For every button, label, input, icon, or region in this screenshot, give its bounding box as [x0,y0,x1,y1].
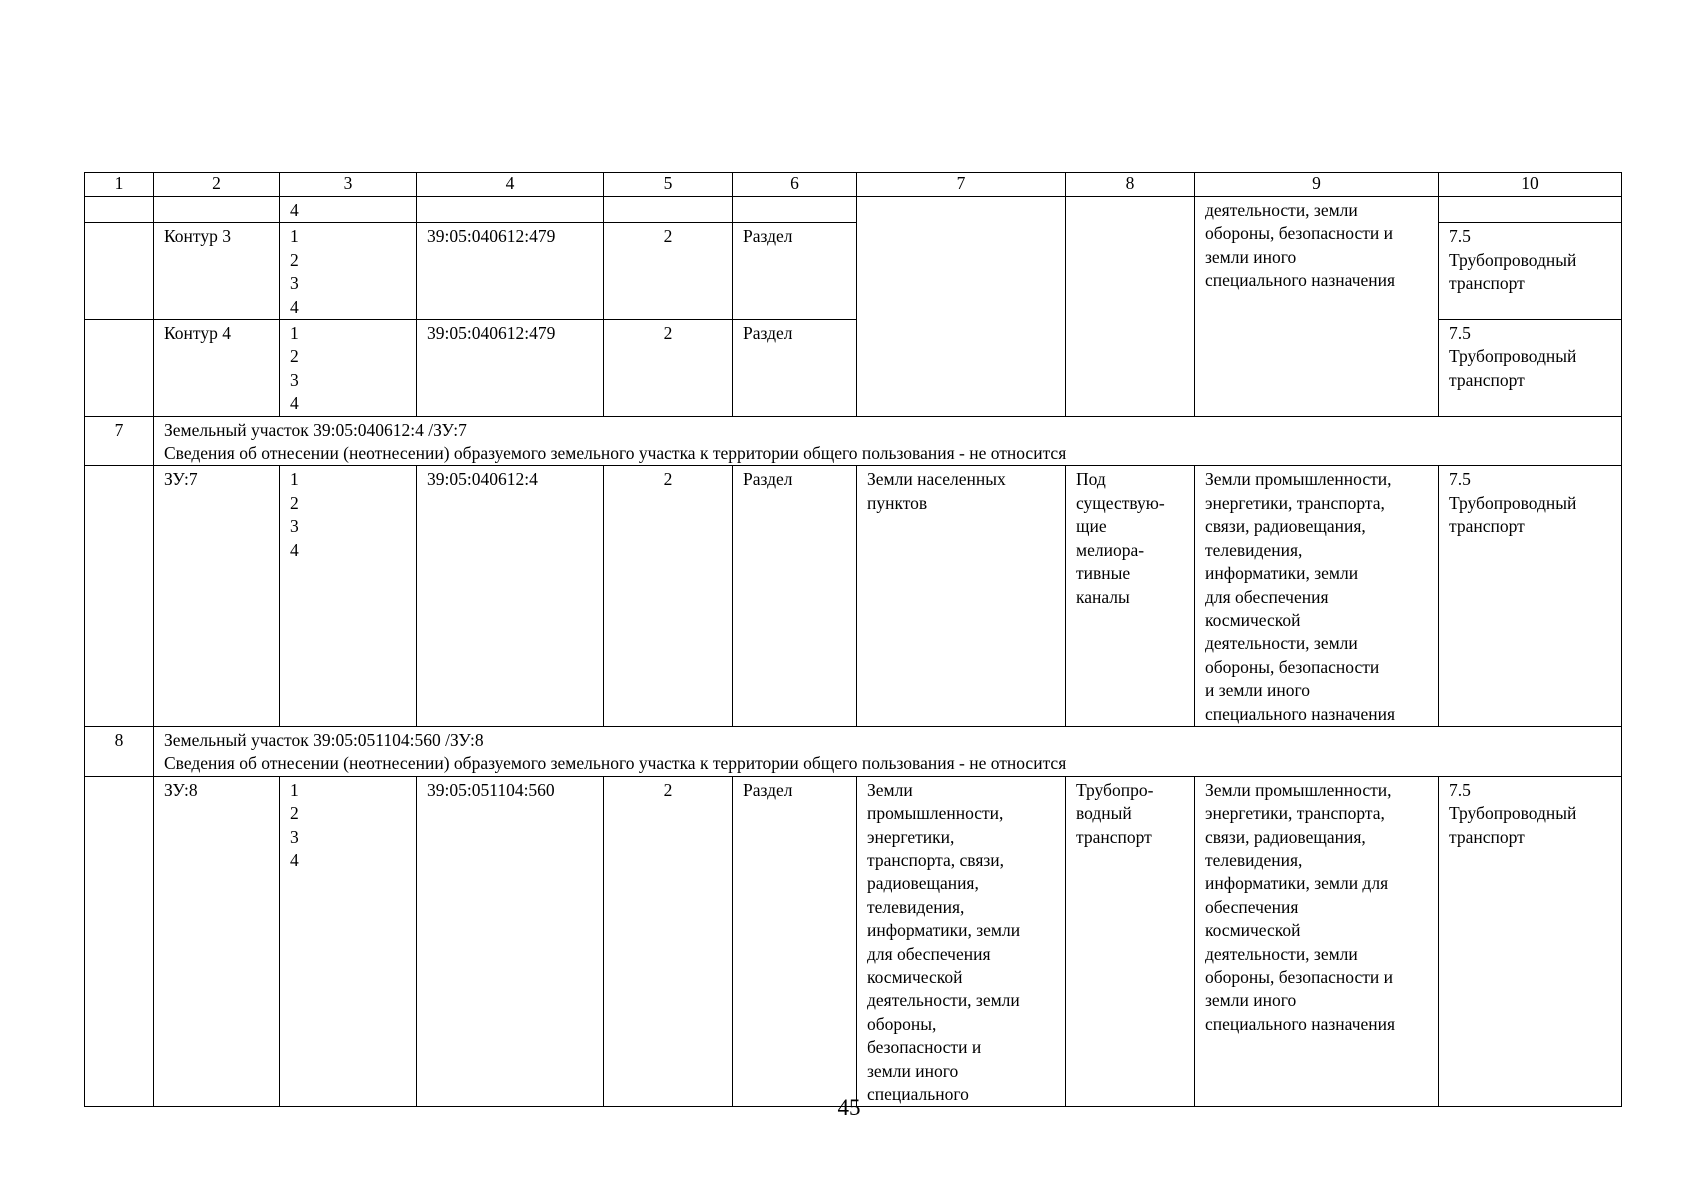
column-number-row [85,173,1622,197]
col-header-2: 2 [154,173,280,197]
col-header-5: 5 [604,173,733,197]
plot-header-row [85,726,1622,776]
page-number: 45 [837,1095,861,1120]
cell-empty [1439,197,1622,223]
current-use-cell-merged [1066,197,1195,417]
plot-number-cell: 8 [85,726,154,776]
cell-empty [85,223,154,320]
formation-method-cell: Раздел [733,320,857,417]
contour-name-cell: Контур 3 [154,223,280,320]
plot-header-cell: Земельный участок 39:05:051104:560 /ЗУ:8 Сведения об отнесении (неотнесении) образуемого земельного участка к территории общего пользования - не относится [154,726,1622,776]
target-category-cell: Земли промышленности, энергетики, транспорта, связи, радиовещания, телевидения, информатики, земли для обеспечения космической деятельности, земли обороны, безопасности и земли иного специального назначения [1195,466,1439,726]
cell-empty [604,197,733,223]
plot-header-cell: Земельный участок 39:05:040612:4 /ЗУ:7 Сведения об отнесении (неотнесении) образуемого земельного участка к территории общего пользования - не относится [154,416,1622,466]
points-cell: 1 2 3 4 [280,466,417,726]
cadastral-number-cell: 39:05:040612:4 [417,466,604,726]
cell-empty [85,320,154,417]
cadastral-number-cell: 39:05:051104:560 [417,776,604,1107]
plot-id-cell: ЗУ:8 [154,776,280,1107]
col-header-10: 10 [1439,173,1622,197]
cell-empty [85,776,154,1107]
current-use-cell: Трубопро- водный транспорт [1066,776,1195,1107]
cell-empty [85,197,154,223]
contour-name-cell: Контур 4 [154,320,280,417]
category-cell: Земли промышленности, энергетики, транспорта, связи, радиовещания, телевидения, информатики, земли для обеспечения космической деятельности, земли обороны, безопасности и земли иного специального [857,776,1066,1107]
col5-cell: 2 [604,466,733,726]
col-header-7: 7 [857,173,1066,197]
points-cell: 1 2 3 4 [280,223,417,320]
current-use-cell: Под существую- щие мелиора- тивные каналы [1066,466,1195,726]
target-category-cell: деятельности, земли обороны, безопасности и земли иного специального назначения [1195,197,1439,417]
permitted-use-cell: 7.5 Трубопроводный транспорт [1439,223,1622,320]
col-header-1: 1 [85,173,154,197]
target-category-cell: Земли промышленности, энергетики, транспорта, связи, радиовещания, телевидения, информатики, земли для обеспечения космической деятельности, земли обороны, безопасности и земли иного специального назначения [1195,776,1439,1107]
permitted-use-cell: 7.5 Трубопроводный транспорт [1439,776,1622,1107]
formation-method-cell: Раздел [733,466,857,726]
table-row [85,197,1622,223]
col-header-9: 9 [1195,173,1439,197]
cadastral-number-cell: 39:05:040612:479 [417,223,604,320]
points-cell: 4 [280,197,417,223]
cell-empty [733,197,857,223]
col5-cell: 2 [604,223,733,320]
col-header-3: 3 [280,173,417,197]
col5-cell: 2 [604,320,733,417]
cadastral-number-cell: 39:05:040612:479 [417,320,604,417]
category-cell: Земли населенных пунктов [857,466,1066,726]
plot-number-cell: 7 [85,416,154,466]
points-cell: 1 2 3 4 [280,320,417,417]
table-row [85,466,1622,726]
permitted-use-cell: 7.5 Трубопроводный транспорт [1439,320,1622,417]
plot-id-cell: ЗУ:7 [154,466,280,726]
col-header-6: 6 [733,173,857,197]
plot-header-row [85,416,1622,466]
cell-empty [417,197,604,223]
points-cell: 1 2 3 4 [280,776,417,1107]
col-header-8: 8 [1066,173,1195,197]
formation-method-cell: Раздел [733,223,857,320]
land-plots-table [84,172,1622,1107]
col-header-4: 4 [417,173,604,197]
cell-empty [85,466,154,726]
cell-empty [154,197,280,223]
formation-method-cell: Раздел [733,776,857,1107]
col5-cell: 2 [604,776,733,1107]
permitted-use-cell: 7.5 Трубопроводный транспорт [1439,466,1622,726]
table-row [85,776,1622,1107]
category-cell-merged [857,197,1066,417]
